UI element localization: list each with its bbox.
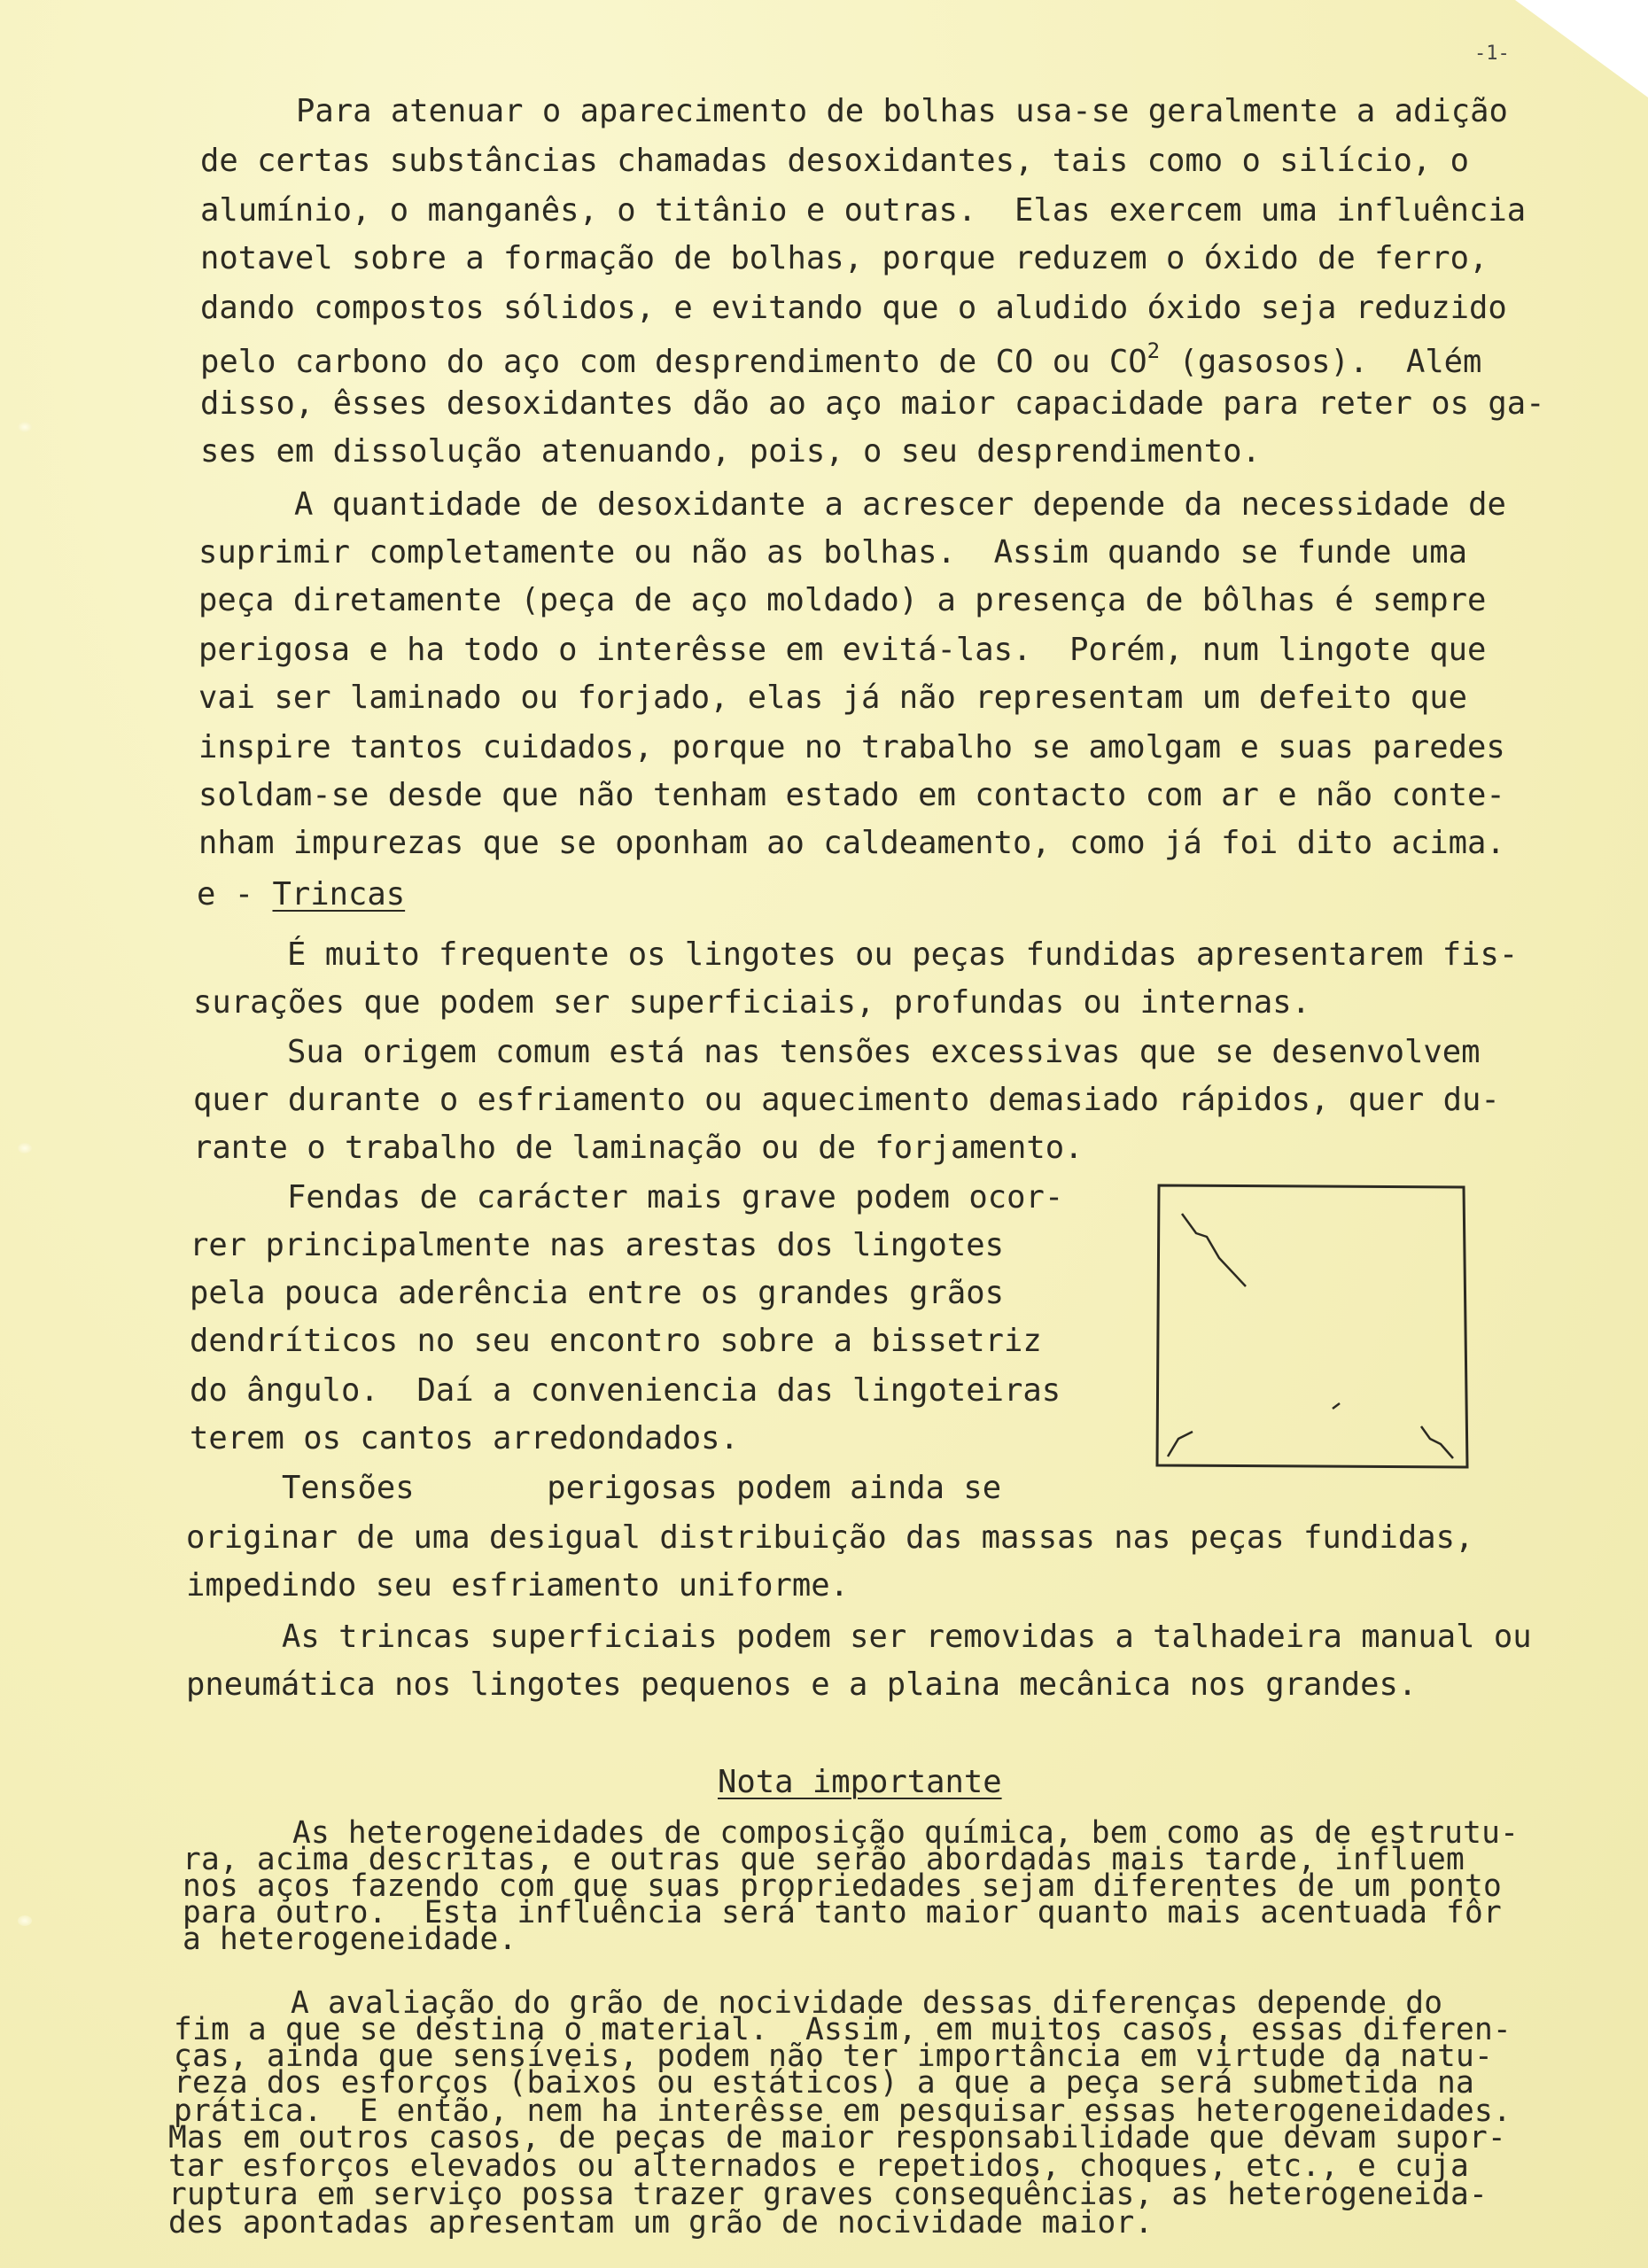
crack-bottom-right — [1421, 1426, 1453, 1458]
text-line: surações que podem ser superficiais, profundas ou internas. — [193, 984, 1310, 1021]
section-heading — [197, 876, 406, 913]
text-line: disso, êsses desoxidantes dão ao aço maior capacidade para reter os ga- — [200, 385, 1545, 422]
text-line: dendríticos no seu encontro sobre a bissetriz — [190, 1323, 1042, 1359]
text-line: Sua origem comum está nas tensões excessivas que se desenvolvem — [287, 1034, 1481, 1070]
text-line: suprimir completamente ou não as bolhas. Assim quando se funde uma — [198, 534, 1467, 571]
crack-bottom-left — [1168, 1432, 1193, 1456]
text-line: Tensões perigosas podem ainda se — [282, 1470, 1002, 1506]
text-line: ruptura em serviço possa trazer graves consequências, as heterogeneida- — [168, 2177, 1488, 2212]
text-line: perigosa e ha todo o interêsse em evitá-las. Porém, num lingote que — [198, 632, 1487, 668]
crack-top-left — [1182, 1214, 1246, 1286]
crack-small — [1333, 1403, 1340, 1409]
text-line: Para atenuar o aparecimento de bolhas usa-se geralmente a adição — [296, 93, 1508, 129]
text-line: nos aços fazendo com que suas propriedades sejam diferentes de um ponto — [183, 1868, 1502, 1904]
text-segment: pelo carbono do aço com desprendimento de CO ou CO — [200, 344, 1147, 380]
text-line: impedindo seu esfriamento uniforme. — [186, 1567, 850, 1604]
text-line: reza dos esforços (baixos ou estáticos) a que a peça será submetida na — [174, 2065, 1474, 2101]
text-line: terem os cantos arredondados. — [190, 1420, 739, 1456]
text-line: alumínio, o manganês, o titânio e outras. Elas exercem uma influência — [200, 192, 1527, 229]
text-line: É muito frequente os lingotes ou peças fundidas apresentarem fis- — [287, 936, 1519, 973]
ingot-outline — [1157, 1185, 1467, 1467]
text-line: ra, acima descritas, e outras que serão abordadas mais tarde, influem — [183, 1842, 1465, 1877]
text-line: notavel sobre a formação de bolhas, porque reduzem o óxido de ferro, — [200, 240, 1489, 276]
text-line: pneumática nos lingotes pequenos e a plaina mecânica nos grandes. — [186, 1666, 1418, 1703]
text-line: de certas substâncias chamadas desoxidantes, tais como o silício, o — [200, 143, 1469, 179]
text-line: dando compostos sólidos, e evitando que o aludido óxido seja reduzido — [200, 290, 1507, 326]
superscript: 2 — [1147, 338, 1161, 363]
text-line: a heterogeneidade. — [183, 1922, 517, 1957]
ingot-crack-diagram — [1155, 1182, 1469, 1471]
text-line: prática. E então, nem ha interêsse em pesquisar essas heterogeneidades. — [174, 2093, 1512, 2129]
text-line: ças, ainda que sensíveis, podem não ter importância em virtude da natu- — [174, 2039, 1493, 2074]
text-line: quer durante o esfriamento ou aquecimento demasiado rápidos, quer du- — [193, 1082, 1500, 1118]
text-line: rer principalmente nas arestas dos lingotes — [190, 1227, 1005, 1263]
folded-corner — [1515, 0, 1648, 97]
margin-mark — [18, 1143, 32, 1153]
text-line: vai ser laminado ou forjado, elas já não representam um defeito que — [198, 680, 1467, 716]
text-line: A quantidade de desoxidante a acrescer depende da necessidade de — [294, 486, 1506, 523]
text-line: nham impurezas que se oponham ao caldeamento, como já foi dito acima. — [198, 825, 1505, 861]
section-prefix: e - — [197, 876, 273, 913]
margin-mark — [18, 422, 32, 432]
text-line: Fendas de carácter mais grave podem ocor- — [287, 1179, 1064, 1216]
text-line: soldam-se desde que não tenham estado em contacto com ar e não conte- — [198, 777, 1505, 813]
margin-mark — [18, 1915, 32, 1926]
text-line: para outro. Esta influência será tanto maior quanto mais acentuada fôr — [183, 1895, 1502, 1930]
text-line: originar de uma desigual distribuição das massas nas peças fundidas, — [186, 1519, 1474, 1556]
text-line: Mas em outros casos, de peças de maior responsabilidade que devam supor- — [168, 2120, 1506, 2155]
text-line: inspire tantos cuidados, porque no trabalho se amolgam e suas paredes — [198, 729, 1505, 765]
text-line: As trincas superficiais podem ser removidas a talhadeira manual ou — [282, 1619, 1532, 1655]
section-title: Trincas — [272, 876, 406, 913]
text-line: peça diretamente (peça de aço moldado) a presença de bôlhas é sempre — [198, 582, 1487, 618]
note-title: Nota importante — [718, 1764, 1002, 1800]
text-line: fim a que se destina o material. Assim, em muitos casos, essas diferen- — [174, 2012, 1512, 2047]
text-line — [200, 340, 1481, 378]
text-line: ses em dissolução atenuando, pois, o seu desprendimento. — [200, 433, 1261, 470]
text-line: tar esforços elevados ou alternados e repetidos, choques, etc., e cuja — [168, 2148, 1469, 2184]
page-number: -1- — [1474, 43, 1510, 65]
text-line: rante o trabalho de laminação ou de forjamento. — [193, 1130, 1084, 1166]
text-line: As heterogeneidades de composição química, bem como as de estrutu- — [292, 1815, 1520, 1851]
text-line: do ângulo. Daí a conveniencia das lingoteiras — [190, 1372, 1061, 1409]
text-segment: (gasosos). Além — [1160, 344, 1482, 380]
text-line: pela pouca aderência entre os grandes grãos — [190, 1275, 1005, 1311]
text-line: A avaliação do grão de nocividade dessas diferenças depende do — [291, 1985, 1443, 2021]
text-line: des apontadas apresentam um grão de nocividade maior. — [168, 2205, 1154, 2241]
